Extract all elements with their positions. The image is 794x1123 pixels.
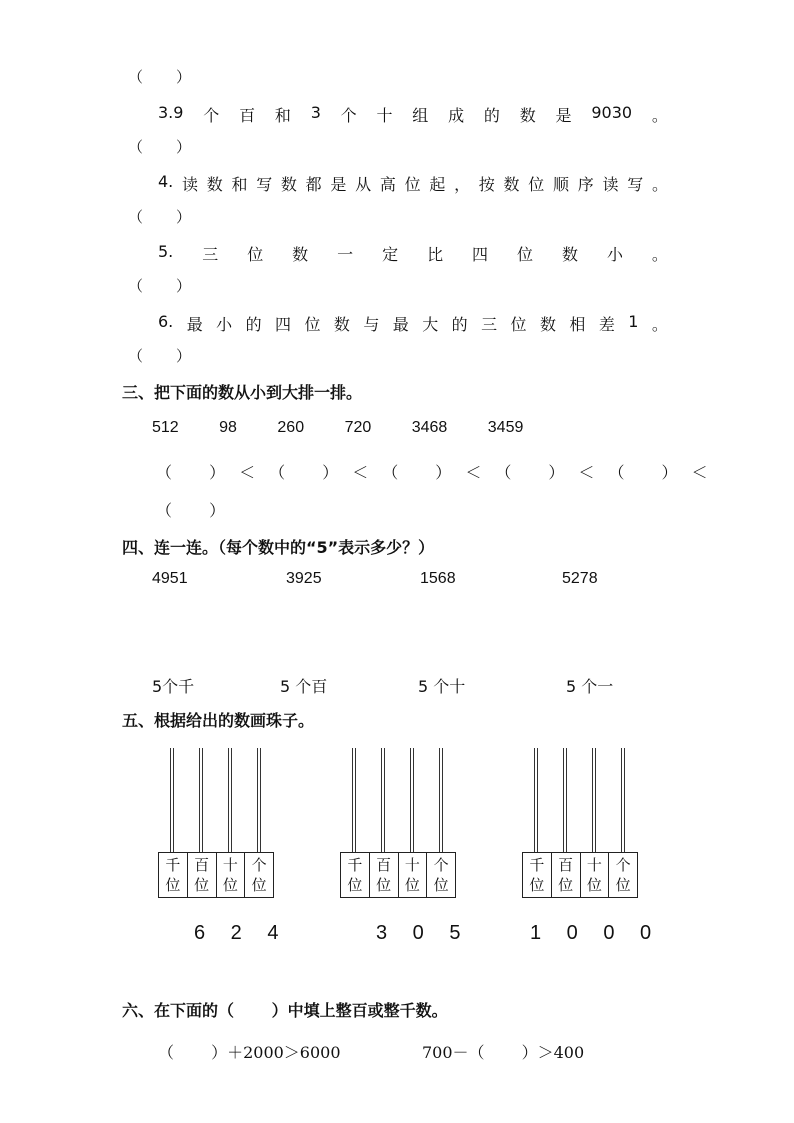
number-item: 260 — [277, 419, 305, 436]
link-number-1: 4951 — [152, 570, 188, 587]
answer-paren-4[interactable]: （ ） — [128, 208, 193, 226]
question-token: 写 — [256, 175, 273, 194]
question-token: 1 — [628, 312, 639, 331]
link-meaning-1: 5个千 — [152, 677, 195, 696]
abacus-rod[interactable] — [170, 748, 174, 852]
abacus-base — [340, 852, 456, 898]
less-than-sign: ＜ — [691, 463, 708, 482]
place-tens: 十 位 — [581, 853, 610, 897]
question-token: 数 — [503, 175, 520, 194]
abacus-rod[interactable] — [592, 748, 596, 852]
question-token: 是 — [330, 175, 347, 194]
abacus-rod[interactable] — [563, 748, 567, 852]
question-token: 三 — [481, 315, 498, 334]
link-meaning-3: 5 个十 — [418, 677, 466, 696]
question-token: 成 — [448, 106, 465, 125]
abacus-rod[interactable] — [381, 748, 385, 852]
question-token: 按 — [478, 175, 495, 194]
less-than-sign: ＜ — [578, 463, 595, 482]
ordering-blank[interactable]: （ ） — [382, 463, 452, 482]
question-4 — [158, 172, 668, 195]
question-token: 百 — [239, 106, 256, 125]
place-hundreds: 百 位 — [552, 853, 581, 897]
question-token: 起 — [429, 175, 446, 194]
answer-paren-3[interactable]: （ ） — [128, 138, 193, 156]
abacus-3 — [522, 748, 638, 898]
section-6-title: 六、在下面的（ ）中填上整百或整千数。 — [122, 1001, 448, 1020]
question-token: 四 — [472, 245, 489, 264]
inequality-2[interactable]: 700－（ ）＞400 — [422, 1043, 585, 1062]
question-3 — [158, 103, 668, 126]
abacus-rod[interactable] — [352, 748, 356, 852]
question-token: 从 — [355, 175, 372, 194]
question-token: 数 — [292, 245, 309, 264]
question-token: 读 — [181, 175, 198, 194]
number-item: 98 — [219, 419, 237, 436]
question-token: 大 — [422, 315, 439, 334]
answer-paren-5[interactable]: （ ） — [128, 277, 193, 295]
question-token: 与 — [363, 315, 380, 334]
question-token: ， — [454, 175, 471, 194]
answer-paren-6[interactable]: （ ） — [128, 347, 193, 365]
question-token: 顺 — [553, 175, 570, 194]
abacus-rod[interactable] — [228, 748, 232, 852]
question-token: 位 — [304, 315, 321, 334]
abacus-rod[interactable] — [410, 748, 414, 852]
number-item: 3459 — [487, 419, 524, 436]
section-3-numbers — [152, 419, 523, 437]
abacus-rod[interactable] — [534, 748, 538, 852]
ordering-blank[interactable]: （ ） — [156, 463, 226, 482]
question-5 — [158, 242, 668, 265]
place-ones: 个 位 — [433, 856, 449, 894]
question-token: 数 — [539, 315, 556, 334]
question-token: 3 — [310, 103, 321, 122]
question-token: 个 — [340, 106, 357, 125]
place-thousands: 千 位 — [341, 853, 370, 897]
place-ones: 个 位 — [615, 856, 631, 894]
question-token: 和 — [274, 106, 291, 125]
ordering-blank[interactable]: （ ） — [608, 463, 678, 482]
less-than-sign: ＜ — [465, 463, 482, 482]
question-token: 读 — [602, 175, 619, 194]
abacus-2 — [340, 748, 456, 898]
abacus-1 — [158, 748, 274, 898]
section-5-title: 五、根据给出的数画珠子。 — [122, 711, 315, 730]
question-6 — [158, 312, 668, 335]
question-token: 个 — [203, 106, 220, 125]
link-number-4: 5278 — [562, 570, 598, 587]
question-token: 6. — [158, 312, 174, 331]
abacus-rod[interactable] — [257, 748, 261, 852]
question-token: 差 — [598, 315, 615, 334]
question-token: 最 — [186, 315, 203, 334]
abacus-rod[interactable] — [439, 748, 443, 852]
abacus-1-value: 6 2 4 — [194, 922, 289, 944]
question-token: 数 — [561, 245, 578, 264]
abacus-2-value: 3 0 5 — [376, 922, 471, 944]
question-token: 4. — [158, 172, 174, 191]
place-tens: 十 位 — [217, 853, 246, 897]
question-token: 高 — [379, 175, 396, 194]
question-token: 小 — [606, 245, 623, 264]
question-token: 小 — [216, 315, 233, 334]
place-ones: 个 位 — [251, 856, 267, 894]
abacus-base — [522, 852, 638, 898]
question-token: 数 — [280, 175, 297, 194]
abacus-base — [158, 852, 274, 898]
question-token: 四 — [275, 315, 292, 334]
place-thousands: 千 位 — [159, 853, 188, 897]
place-hundreds: 百 位 — [188, 853, 217, 897]
question-token: 比 — [427, 245, 444, 264]
question-token: 9030 — [591, 103, 633, 122]
question-token: 的 — [483, 106, 500, 125]
question-token: 数 — [519, 106, 536, 125]
less-than-sign: ＜ — [352, 463, 369, 482]
ordering-blank-last[interactable]: （ ） — [156, 501, 226, 520]
question-token: 5. — [158, 242, 174, 261]
section-4-title: 四、连一连。（每个数中的“5”表示多少？） — [122, 538, 435, 557]
place-hundreds: 百 位 — [370, 853, 399, 897]
ordering-blank[interactable]: （ ） — [269, 463, 339, 482]
ordering-row — [156, 460, 708, 483]
abacus-rod[interactable] — [621, 748, 625, 852]
question-token: 的 — [451, 315, 468, 334]
abacus-3-value: 1 0 0 0 — [530, 922, 662, 944]
question-token: 定 — [382, 245, 399, 264]
question-token: 序 — [577, 175, 594, 194]
number-item: 3468 — [411, 419, 448, 436]
question-token: 。 — [651, 106, 668, 125]
question-token: 是 — [555, 106, 572, 125]
section-3-title: 三、把下面的数从小到大排一排。 — [122, 383, 363, 402]
less-than-sign: ＜ — [239, 463, 256, 482]
question-token: 。 — [651, 245, 668, 264]
place-tens: 十 位 — [399, 853, 428, 897]
question-token: 十 — [376, 106, 393, 125]
link-number-3: 1568 — [420, 570, 456, 587]
question-token: 。 — [651, 175, 668, 194]
question-token: 最 — [392, 315, 409, 334]
inequality-1[interactable]: （ ）＋2000＞6000 — [158, 1043, 341, 1062]
place-thousands: 千 位 — [523, 853, 552, 897]
ordering-blank[interactable]: （ ） — [495, 463, 565, 482]
question-token: 一 — [337, 245, 354, 264]
question-token: 位 — [404, 175, 421, 194]
abacus-rod[interactable] — [199, 748, 203, 852]
question-token: 和 — [231, 175, 248, 194]
question-token: 。 — [651, 315, 668, 334]
link-meaning-4: 5 个一 — [566, 677, 614, 696]
question-token: 3.9 — [158, 103, 184, 122]
question-token: 数 — [333, 315, 350, 334]
link-number-2: 3925 — [286, 570, 322, 587]
question-token: 都 — [305, 175, 322, 194]
question-token: 的 — [245, 315, 262, 334]
question-token: 位 — [528, 175, 545, 194]
answer-paren-1[interactable]: （ ） — [128, 68, 193, 86]
question-token: 位 — [517, 245, 534, 264]
number-item: 720 — [344, 419, 372, 436]
question-token: 写 — [627, 175, 644, 194]
link-meaning-2: 5 个百 — [280, 677, 328, 696]
question-token: 位 — [510, 315, 527, 334]
number-item: 512 — [152, 419, 179, 436]
question-token: 组 — [412, 106, 429, 125]
question-token: 位 — [247, 245, 264, 264]
question-token: 相 — [569, 315, 586, 334]
question-token: 数 — [206, 175, 223, 194]
question-token: 三 — [202, 245, 219, 264]
